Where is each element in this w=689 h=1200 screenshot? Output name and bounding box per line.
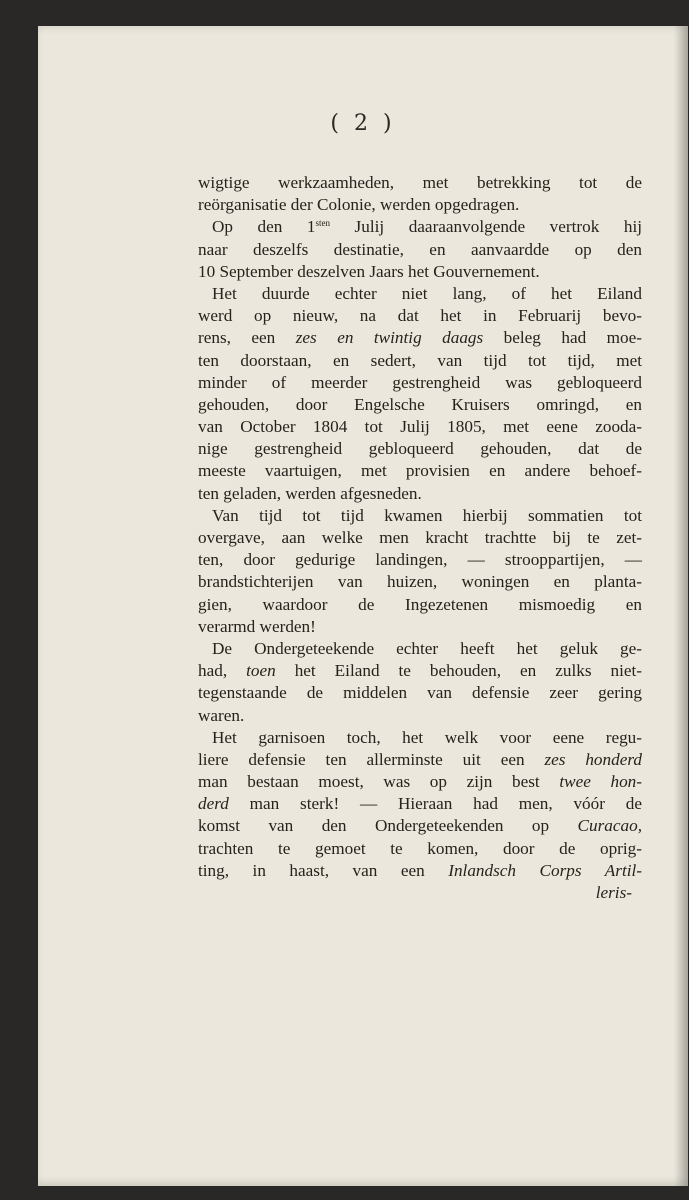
text-line: van October 1804 tot Julij 1805, met eene zooda- xyxy=(198,417,642,437)
text-line: ten geladen, werden afgesneden. xyxy=(198,483,422,503)
text-line xyxy=(198,660,642,682)
text-line: werd op nieuw, na dat het in Februarij bevo- xyxy=(198,306,642,326)
text-line xyxy=(198,882,642,904)
text-line: verarmd werden! xyxy=(198,616,316,636)
text-segment: beleg had moe- xyxy=(483,328,642,348)
page-number: ( 2 ) xyxy=(330,111,396,136)
text-line: reörganisatie der Colonie, werden opgedragen. xyxy=(198,195,520,215)
text-segment: rens, een xyxy=(198,328,296,348)
text-line xyxy=(198,749,642,771)
text-line: ten doorstaan, en sedert, van tijd tot tijd, met xyxy=(198,350,642,370)
text-line: gien, waardoor de Ingezetenen mismoedig en xyxy=(198,594,642,614)
text-line: waren. xyxy=(198,705,245,725)
text-line xyxy=(198,771,642,793)
text-line: minder of meerder gestrengheid was gebloqueerd xyxy=(198,372,642,392)
text-line: gehouden, door Engelsche Kruisers omringd, en xyxy=(198,394,642,414)
body-text xyxy=(198,172,642,904)
text-line: Het garnisoen toch, het welk voor eene regu- xyxy=(212,727,642,747)
italic-text: Curacao, xyxy=(577,816,642,836)
italic-text: twee hon- xyxy=(559,772,642,792)
page-edge-shadow xyxy=(674,26,688,1186)
text-line: ten, door gedurige landingen, — strooppartijen, — xyxy=(198,550,642,570)
text-line xyxy=(198,216,642,238)
italic-text: toen xyxy=(246,661,276,681)
italic-text: zes honderd xyxy=(544,749,642,769)
text-segment: liere defensie ten allerminste uit een xyxy=(198,749,545,769)
italic-text: zes en twintig daags xyxy=(295,328,484,348)
text-segment: komst van den Ondergeteekenden op xyxy=(198,816,578,836)
text-line xyxy=(198,327,642,349)
text-line xyxy=(198,793,642,815)
text-line: De Ondergeteekende echter heeft het geluk ge- xyxy=(212,638,642,658)
text-line: Van tijd tot tijd kwamen hierbij sommatien tot xyxy=(212,505,642,525)
italic-text: Inlandsch Corps Artil- xyxy=(448,860,642,880)
text-line: Het duurde echter niet lang, of het Eiland xyxy=(212,283,642,303)
italic-text: leris- xyxy=(595,883,632,902)
text-line: meeste vaartuigen, met provisien en andere behoef- xyxy=(198,461,642,481)
book-page xyxy=(38,26,688,1186)
text-segment: man sterk! — Hieraan had men, vóór de xyxy=(228,794,642,814)
text-line: tegenstaande de middelen van defensie zeer gering xyxy=(198,683,642,703)
text-line xyxy=(198,860,642,882)
text-line: naar deszelfs destinatie, en aanvaardde op den xyxy=(198,239,642,259)
text-line: wigtige werkzaamheden, met betrekking tot de xyxy=(198,173,642,192)
text-segment: man bestaan moest, was op zijn best xyxy=(198,772,560,792)
text-segment: Op den 1 xyxy=(212,217,316,237)
text-segment: had, xyxy=(198,661,247,681)
superscript: sten xyxy=(315,218,331,229)
text-line: overgave, aan welke men kracht trachtte bij te zet- xyxy=(198,528,642,547)
text-segment: Julij daaraanvolgende vertrok hij xyxy=(330,217,643,237)
text-line: 10 September deszelven Jaars het Gouvernement. xyxy=(198,261,540,281)
text-line: trachten te gemoet te komen, door de oprig- xyxy=(198,838,642,858)
text-segment: ting, in haast, van een xyxy=(198,860,449,880)
text-line: nige gestrengheid gebloqueerd gehouden, dat de xyxy=(198,439,642,459)
italic-text: derd xyxy=(198,794,229,814)
text-line xyxy=(198,815,642,837)
text-segment: het Eiland te behouden, en zulks niet- xyxy=(275,661,642,681)
text-line: brandstichterijen van huizen, woningen en planta- xyxy=(198,572,642,592)
